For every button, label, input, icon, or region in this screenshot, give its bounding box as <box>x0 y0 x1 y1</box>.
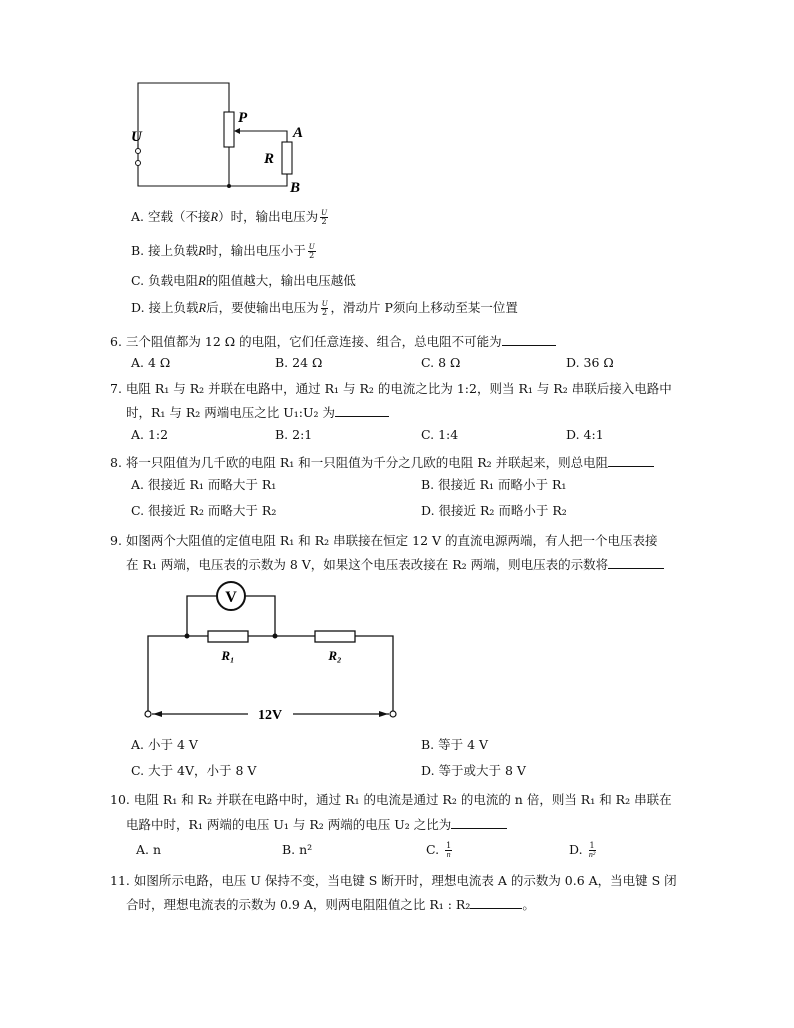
q10-stem-line1: 10. 电阻 R₁ 和 R₂ 并联在电路中时，通过 R₁ 的电流是通过 R₂ 的电流的 n 倍，则当 R₁ 和 R₂ 串联在 <box>110 792 672 807</box>
q5-option-a: A. 空载（不接R）时，输出电压为 $\frac{U}{2}$ <box>131 208 327 226</box>
q7-option-b: B. 2:1 <box>275 427 313 442</box>
answer-blank <box>470 896 522 909</box>
q7-option-c: C. 1:4 <box>421 427 459 442</box>
fraction-1-over-n: $\frac{1}{n}$ <box>446 841 452 859</box>
q5-option-b: B. 接上负载R时，输出电压小于 $\frac{U}{2}$ <box>131 242 315 260</box>
q9-option-d: D. 等于或大于 8 V <box>421 763 526 778</box>
q10-option-b: B. n² <box>282 842 313 857</box>
fig1-label-r: R <box>264 151 275 167</box>
fig1-label-u: U <box>131 129 142 145</box>
voltmeter-label: V <box>225 589 237 606</box>
q8-option-d: D. 很接近 R₂ 而略小于 R₂ <box>421 503 567 518</box>
answer-blank <box>608 556 664 569</box>
q9-option-b: B. 等于 4 V <box>421 737 489 752</box>
answer-blank <box>608 454 654 467</box>
q6-option-d: D. 36 Ω <box>566 355 614 370</box>
q11-stem-line1: 11. 如图所示电路，电压 U 保持不变，当电键 S 断开时，理想电流表 A 的示数为 0.6 A，当电键 S 闭 <box>110 873 677 888</box>
q7-option-a: A. 1:2 <box>131 427 169 442</box>
q5-option-d: D. 接上负载R后，要使输出电压为 $\frac{U}{2}$ ，滑动片 P须向上移动至某一位置 <box>131 299 518 317</box>
q8-option-b: B. 很接近 R₁ 而略小于 R₁ <box>421 477 567 492</box>
q11-stem-line2: 合时，理想电流表的示数为 0.9 A，则两电阻阻值之比 R₁ : R₂ 。 <box>126 897 535 912</box>
q5-option-c: C. 负载电阻R的阻值越大，输出电压越低 <box>131 273 356 288</box>
q10-stem-line2: 电路中时，R₁ 两端的电压 U₁ 与 R₂ 两端的电压 U₂ 之比为 <box>126 816 507 833</box>
q6-option-c: C. 8 Ω <box>421 355 461 370</box>
fraction-u-over-2: $\frac{U}{2}$ <box>321 208 327 226</box>
q6-option-a: A. 4 Ω <box>131 355 171 370</box>
fraction-u-over-2: $\frac{U}{2}$ <box>308 242 315 260</box>
fraction-1-over-n-squared: $\frac{1}{\text{n²}}$ <box>588 841 596 859</box>
q8-stem: 8. 将一只阻值为几千欧的电阻 R₁ 和一只阻值为千分之几欧的电阻 R₂ 并联起来，则总电阻 <box>110 454 654 471</box>
q10-option-c: C. $\frac{1}{n}$ <box>426 841 452 859</box>
fig2-label-r2: R₂ <box>328 648 342 663</box>
fig1-label-a: A <box>293 125 304 141</box>
fraction-u-over-2: $\frac{U}{2}$ <box>321 299 328 317</box>
q7-option-d: D. 4:1 <box>566 427 604 442</box>
answer-blank <box>502 333 556 346</box>
q8-option-c: C. 很接近 R₂ 而略大于 R₂ <box>131 503 277 518</box>
fig2-label-r1: R₁ <box>221 648 235 663</box>
answer-blank <box>335 404 389 417</box>
q10-option-a: A. n <box>136 842 162 857</box>
q9-option-c: C. 大于 4V，小于 8 V <box>131 763 257 778</box>
q7-stem-line2: 时，R₁ 与 R₂ 两端电压之比 U₁:U₂ 为 <box>126 404 389 421</box>
q8-option-a: A. 很接近 R₁ 而略大于 R₁ <box>131 477 277 492</box>
q9-stem-line1: 9. 如图两个大阻值的定值电阻 R₁ 和 R₂ 串联接在恒定 12 V 的直流电源两端，有人把一个电压表接 <box>110 533 658 548</box>
series-resistor-circuit-figure <box>0 578 794 728</box>
q6-option-b: B. 24 Ω <box>275 355 323 370</box>
fig1-label-p: P <box>238 110 248 126</box>
q10-option-d: D. $\frac{1}{\text{n²}}$ <box>569 841 596 859</box>
fig2-voltage-label: 12V <box>257 708 283 723</box>
fig1-label-b: B <box>290 180 301 196</box>
q7-stem-line1: 7. 电阻 R₁ 与 R₂ 并联在电路中，通过 R₁ 与 R₂ 的电流之比为 1:2，则当 R₁ 与 R₂ 串联后接入电路中 <box>110 381 672 396</box>
answer-blank <box>451 816 507 829</box>
q9-option-a: A. 小于 4 V <box>131 737 198 752</box>
q9-stem-line2: 在 R₁ 两端，电压表的示数为 8 V，如果这个电压表改接在 R₂ 两端，则电压表的示数将 <box>126 556 664 573</box>
q6-stem: 6. 三个阻值都为 12 Ω 的电阻，它们任意连接、组合，总电阻不可能为 <box>110 333 556 350</box>
potentiometer-circuit-figure <box>0 70 794 270</box>
